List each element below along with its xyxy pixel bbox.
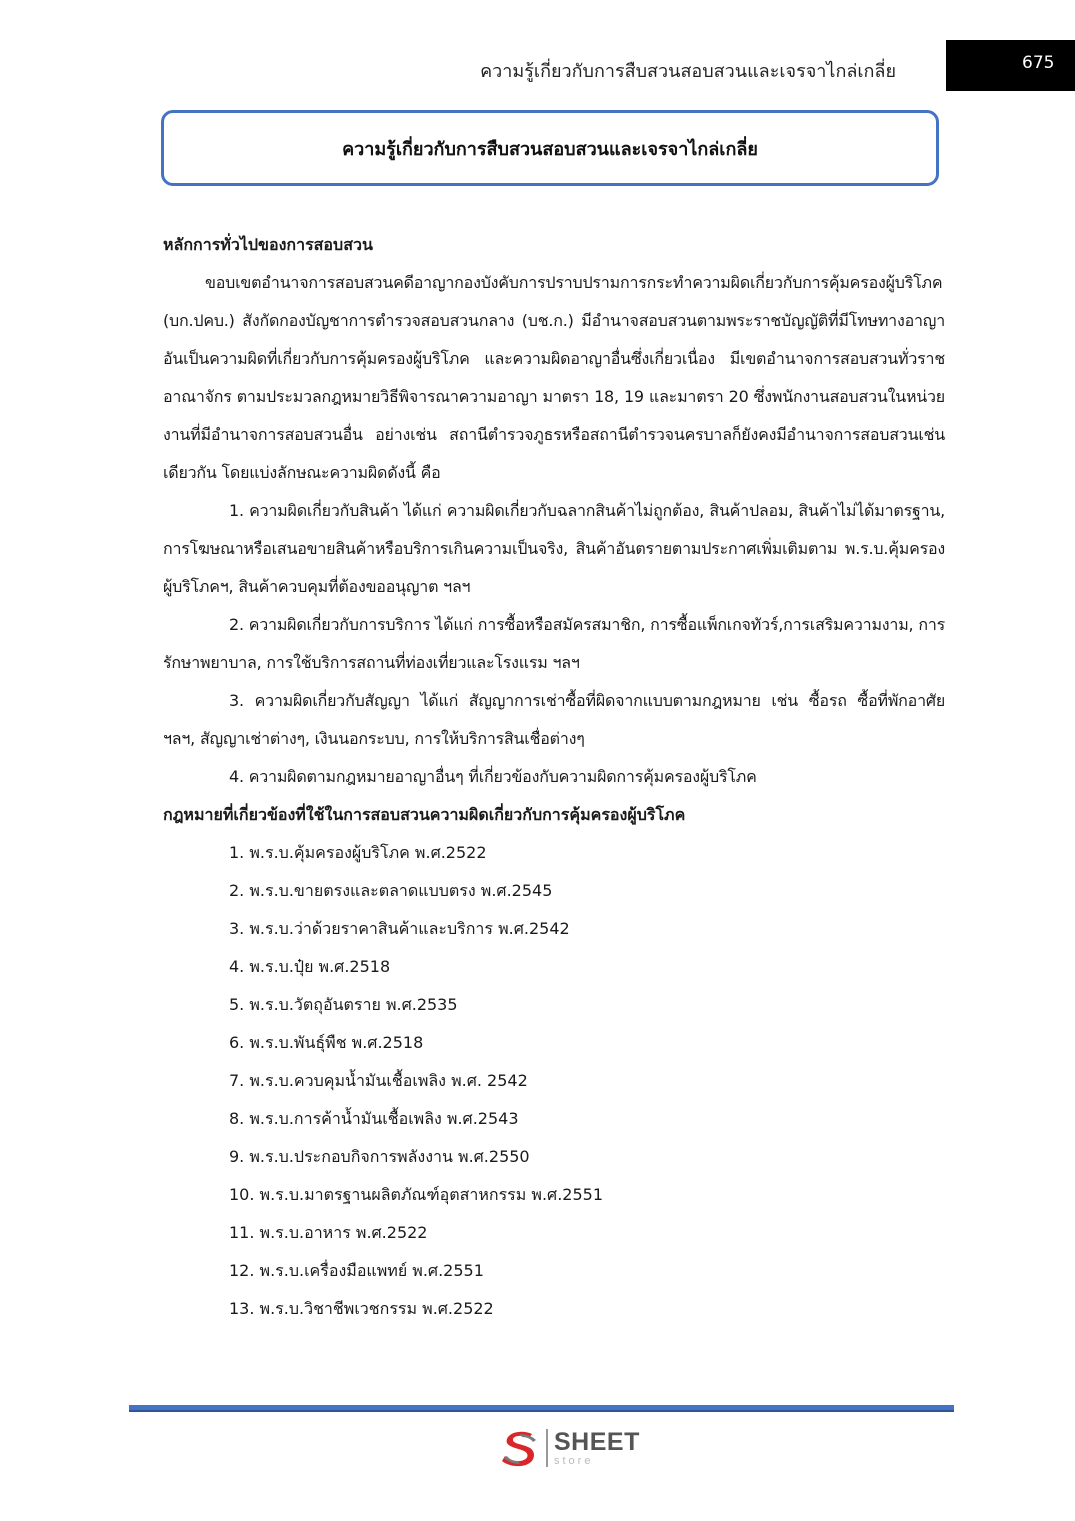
law-item: 10. พ.ร.บ.มาตรฐานผลิตภัณฑ์อุตสาหกรรม พ.ศ.2551 (229, 1185, 603, 1204)
page-number-tab (946, 40, 1075, 91)
logo-divider (546, 1429, 548, 1467)
offense-category-1: 1. ความผิดเกี่ยวกับสินค้า ได้แก่ ความผิดเกี่ยวกับฉลากสินค้าไม่ถูกต้อง, สินค้าปลอม, สินค้าไม่ได้มาตรฐาน, การโฆษณาหรือเสนอขายสินค้าหรือบริการเกินความเป็นจริง, สินค้าอันตรายตามประกาศเพิ่มเติมตาม พ.ร.บ.คุ้มครองผู้บริโภคฯ, สินค้าควบคุมที่ต้องขออนุญาต ฯลฯ (163, 501, 945, 596)
sheet-store-s-logo-icon (498, 1428, 542, 1468)
law-item: 11. พ.ร.บ.อาหาร พ.ศ.2522 (229, 1223, 428, 1242)
offense-category-3: 3. ความผิดเกี่ยวกับสัญญา ได้แก่ สัญญาการเช่าซื้อที่ผิดจากแบบตามกฎหมาย เช่น ซื้อรถ ซื้อที่พักอาศัย ฯลฯ, สัญญาเช่าต่างๆ, เงินนอกระบบ, การให้บริการสินเชื่อต่างๆ (163, 691, 945, 748)
law-item: 7. พ.ร.บ.ควบคุมน้ำมันเชื้อเพลิง พ.ศ. 2542 (229, 1071, 528, 1090)
logo-text (554, 1427, 640, 1467)
law-item: 13. พ.ร.บ.วิชาชีพเวชกรรม พ.ศ.2522 (229, 1299, 494, 1318)
running-header-title: ความรู้เกี่ยวกับการสืบสวนสอบสวนและเจรจาไกล่เกลี่ย (480, 61, 896, 82)
section-heading-principles: หลักการทั่วไปของการสอบสวน (163, 235, 373, 254)
offense-category-4: 4. ความผิดตามกฎหมายอาญาอื่นๆ ที่เกี่ยวข้องกับความผิดการคุ้มครองผู้บริโภค (229, 767, 757, 786)
logo-word: SHEET (554, 1427, 640, 1456)
law-item: 4. พ.ร.บ.ปุ๋ย พ.ศ.2518 (229, 957, 391, 976)
page-number: 675 (1022, 53, 1055, 73)
law-item: 9. พ.ร.บ.ประกอบกิจการพลังงาน พ.ศ.2550 (229, 1147, 530, 1166)
offense-category-2: 2. ความผิดเกี่ยวกับการบริการ ได้แก่ การซื้อหรือสมัครสมาชิก, การซื้อแพ็กเกจทัวร์,การเสริมความงาม, การรักษาพยาบาล, การใช้บริการสถานที่ท่องเที่ยวและโรงแรม ฯลฯ (163, 615, 945, 672)
sheet-store-logo (498, 1428, 640, 1468)
chapter-title-box (161, 110, 939, 186)
law-item: 2. พ.ร.บ.ขายตรงและตลาดแบบตรง พ.ศ.2545 (229, 881, 553, 900)
logo-subtext: store (554, 1454, 594, 1467)
law-item: 8. พ.ร.บ.การค้าน้ำมันเชื้อเพลิง พ.ศ.2543 (229, 1109, 519, 1128)
law-item: 3. พ.ร.บ.ว่าด้วยราคาสินค้าและบริการ พ.ศ.2542 (229, 919, 570, 938)
law-item: 6. พ.ร.บ.พันธุ์พืช พ.ศ.2518 (229, 1033, 424, 1052)
intro-paragraph: ขอบเขตอำนาจการสอบสวนคดีอาญากองบังคับการปราบปรามการกระทำความผิดเกี่ยวกับการคุ้มครองผู้บริโภค (บก.ปคบ.) สังกัดกองบัญชาการตำรวจสอบสวนกลาง (บช.ก.) มีอำนาจสอบสวนตามพระราชบัญญัติที่มีโทษทางอาญา อันเป็นความผิดที่เกี่ยวกับการคุ้มครองผู้บริโภค และความผิดอาญาอื่นซึ่งเกี่ยวเนื่อง มีเขตอำนาจการสอบสวนทั่วราชอาณาจักร ตามประมวลกฎหมายวิธีพิจารณาความอาญา มาตรา 18, 19 และมาตรา 20 ซึ่งพนักงานสอบสวนในหน่วยงานที่มีอำนาจการสอบสวนอื่น อย่างเช่น สถานีตำรวจภูธรหรือสถานีตำรวจนครบาลก็ยังคงมีอำนาจการสอบสวนเช่นเดียวกัน โดยแบ่งลักษณะความผิดดังนี้ คือ (163, 273, 945, 482)
chapter-title: ความรู้เกี่ยวกับการสืบสวนสอบสวนและเจรจาไกล่เกลี่ย (342, 138, 758, 160)
law-list (163, 834, 945, 1328)
law-item: 12. พ.ร.บ.เครื่องมือแพทย์ พ.ศ.2551 (229, 1261, 484, 1280)
law-item: 1. พ.ร.บ.คุ้มครองผู้บริโภค พ.ศ.2522 (229, 843, 487, 862)
section-heading-laws: กฎหมายที่เกี่ยวข้องที่ใช้ในการสอบสวนความผิดเกี่ยวกับการคุ้มครองผู้บริโภค (163, 805, 686, 824)
law-item: 5. พ.ร.บ.วัตถุอันตราย พ.ศ.2535 (229, 995, 458, 1014)
footer-rule (129, 1405, 954, 1412)
document-body (163, 226, 945, 1328)
